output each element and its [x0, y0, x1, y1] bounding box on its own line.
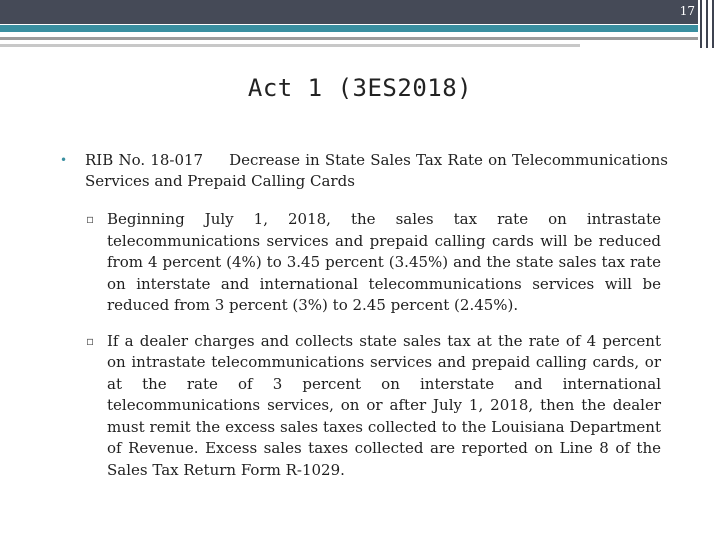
- header-divider-line: [0, 37, 698, 40]
- slide-content: [58, 150, 673, 481]
- slide-number: 17: [679, 4, 695, 18]
- sub-bullet-item: [86, 209, 661, 317]
- decorative-rail: [712, 0, 714, 48]
- sub-bullet-marker-icon: ▫: [86, 333, 95, 348]
- bullet-marker-icon: •: [60, 153, 68, 167]
- decorative-rail: [700, 0, 702, 48]
- slide-title: Act 1 (3ES2018): [247, 74, 473, 102]
- bullet-text: RIB No. 18-017 Decrease in State Sales Tax Rate on Telecommunications Services and Prepaid Calling Cards: [85, 151, 673, 190]
- sub-bullet-text: Beginning July 1, 2018, the sales tax rate on intrastate telecommunications services and prepaid calling cards will be reduced from 4 percent (4%) to 3.45 percent (3.45%) and the state sales tax rate on interstate and international telecommunications services will be reduced from 3 percent (3%) to 2.45 percent (2.45%).: [107, 210, 661, 314]
- header-accent-line: [0, 25, 698, 32]
- header-bar: [0, 0, 698, 24]
- header-divider-short: [0, 44, 580, 47]
- decorative-rail: [706, 0, 708, 48]
- sub-bullet-text: If a dealer charges and collects state sales tax at the rate of 4 percent on intrastate telecommunications services and prepaid calling cards, or at the rate of 3 percent on interstate and international telecommunications services, on or after July 1, 2018, then the dealer must remit the excess sales taxes collected to the Louisiana Department of Revenue. Excess sales taxes collected are reported on Line 8 of the Sales Tax Return Form R-1029.: [107, 331, 661, 479]
- sub-bullet-marker-icon: ▫: [86, 212, 95, 226]
- bullet-item: [58, 150, 673, 192]
- sub-bullet-item: [86, 331, 661, 482]
